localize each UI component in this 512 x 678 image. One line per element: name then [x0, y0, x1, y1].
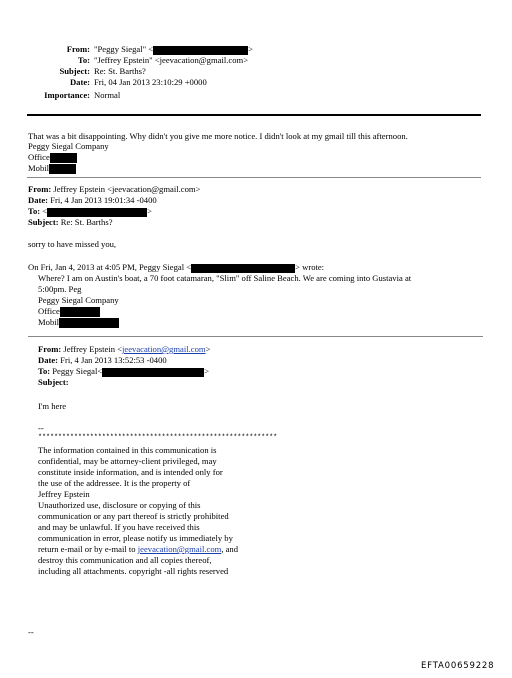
redaction-box [47, 208, 147, 217]
disclaimer-stars: ************************************************************ [38, 434, 278, 442]
from-line: From: Jeffrey Epstein <jeevacation@gmail.com> [38, 344, 211, 354]
disclaimer-line: return e-mail or by e-mail to jeevacation@gmail.com, and [38, 544, 239, 554]
signature-company: Peggy Siegal Company [38, 295, 119, 305]
disclaimer-line: confidential, may be attorney-client privileged, may [38, 456, 217, 466]
disclaimer-line: communication or any part thereof is strictly prohibited [38, 511, 229, 521]
from-label: From: [66, 44, 90, 54]
quote-line-1: Where? I am on Austin's boat, a 70 foot catamaran, "Slim" off Saline Beach. We are coming into Gustavia at [38, 273, 412, 283]
disclaimer-line: communication in error, please notify us immediately by [38, 533, 233, 543]
signature-mobil: Mobil [38, 317, 119, 328]
subject-line: Subject: Re: St. Barths? [28, 217, 113, 227]
email-link[interactable]: jeevacation@gmail.com [137, 544, 222, 554]
disclaimer-line: constitute inside information, and is intended only for [38, 467, 223, 477]
footer-dashes: -- [28, 627, 34, 637]
disclaimer-line: the use of the addressee. It is the property of [38, 478, 191, 488]
redaction-box [59, 318, 119, 328]
redaction-box [102, 368, 204, 377]
signature-mobil: Mobil [28, 163, 76, 174]
quote-intro: On Fri, Jan 4, 2013 at 4:05 PM, Peggy Siegal < > wrote: [28, 262, 325, 272]
disclaimer-line: Unauthorized use, disclosure or copying of this [38, 500, 201, 510]
signature-office: Office [38, 306, 100, 317]
quote-divider [28, 336, 483, 337]
importance-label: Importance: [44, 90, 90, 100]
header-divider [27, 114, 481, 116]
redaction-box [60, 307, 100, 317]
disclaimer-line: The information contained in this communication is [38, 445, 217, 455]
message-body: sorry to have missed you, [28, 239, 117, 249]
message-body: That was a bit disappointing. Why didn't you give me more notice. I didn't look at my gmail till this afternoon. [28, 131, 408, 141]
disclaimer-line: and may be unlawful. If you have received this [38, 522, 200, 532]
from-line: From: Jeffrey Epstein <jeevacation@gmail.com> [28, 184, 201, 194]
date-line: Date: Fri, 4 Jan 2013 19:01:34 -0400 [28, 195, 157, 205]
document-id: EFTA00659228 [421, 661, 495, 671]
disclaimer-line: Jeffrey Epstein [38, 489, 90, 499]
redaction-box [49, 164, 76, 174]
signature-office: Office [28, 152, 77, 163]
redaction-box [191, 264, 295, 273]
from-value: "Peggy Siegal" < > [94, 44, 253, 54]
redaction-box [50, 153, 77, 163]
disclaimer-line: including all attachments. copyright -all rights reserved [38, 566, 229, 576]
to-line: To: Peggy Siegal< > [38, 366, 210, 376]
quote-line-2: 5:00pm. Peg [38, 284, 82, 294]
email-link[interactable]: jeevacation@gmail.com [122, 344, 206, 354]
importance-value: Normal [94, 90, 121, 100]
subject-value: Re: St. Barths? [94, 66, 146, 76]
date-line: Date: Fri, 4 Jan 2013 13:52:53 -0400 [38, 355, 167, 365]
signature-dashes: -- [38, 423, 44, 433]
to-label: To: [77, 55, 90, 65]
disclaimer-line: destroy this communication and all copies thereof, [38, 555, 212, 565]
date-label: Date: [69, 77, 90, 87]
message-body: I'm here [38, 401, 67, 411]
redaction-box [153, 46, 248, 55]
to-value: "Jeffrey Epstein" <jeevacation@gmail.com> [94, 55, 249, 65]
date-value: Fri, 04 Jan 2013 23:10:29 +0000 [94, 77, 207, 87]
subject-line: Subject: [38, 377, 69, 387]
signature-company: Peggy Siegal Company [28, 141, 109, 151]
to-line: To: < > [28, 206, 152, 216]
subject-label: Subject: [59, 66, 90, 76]
message-divider [27, 177, 481, 178]
